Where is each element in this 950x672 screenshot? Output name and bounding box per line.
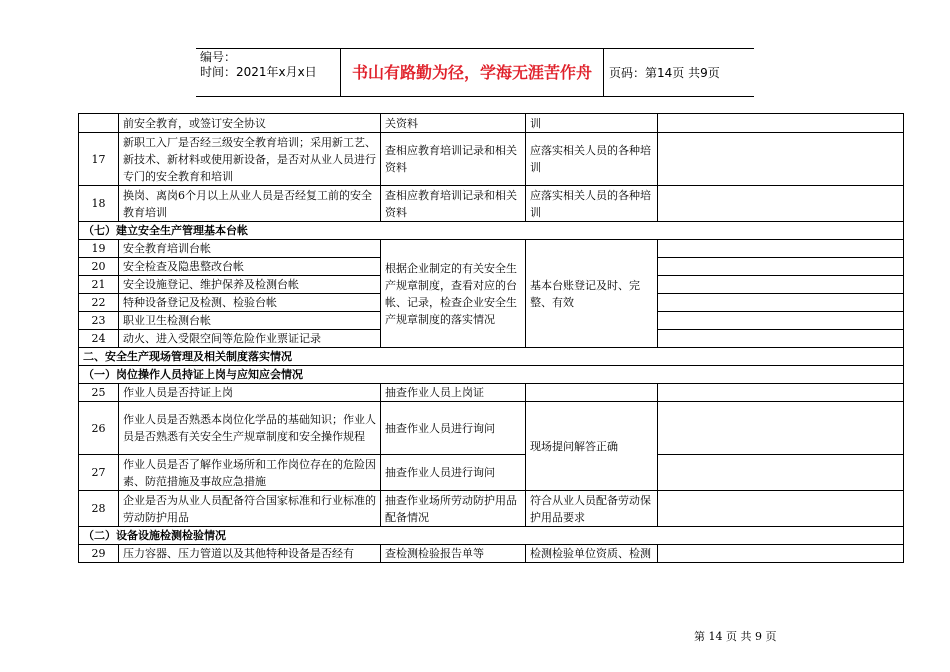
requirement-cell: 基本台账登记及时、完整、有效 bbox=[526, 240, 658, 348]
header-divider bbox=[603, 48, 604, 96]
requirement-cell: 应落实相关人员的各种培训 bbox=[526, 186, 658, 222]
result-cell[interactable] bbox=[658, 294, 904, 312]
item-cell: 动火、进入受限空间等危险作业票证记录 bbox=[119, 330, 381, 348]
inspection-table bbox=[78, 113, 904, 563]
row-number: 18 bbox=[79, 186, 119, 222]
header-motto: 书山有路勤为径，学海无涯苦作舟 bbox=[351, 63, 592, 82]
item-cell: 作业人员是否了解作业场所和工作岗位存在的危险因素、防范措施及事故应急措施 bbox=[119, 455, 381, 491]
result-cell[interactable] bbox=[658, 402, 904, 455]
item-cell: 特种设备登记及检测、检验台帐 bbox=[119, 294, 381, 312]
row-number: 24 bbox=[79, 330, 119, 348]
table-row bbox=[79, 402, 904, 455]
method-cell: 查相应教育培训记录和相关资料 bbox=[381, 186, 526, 222]
result-cell[interactable] bbox=[658, 133, 904, 186]
item-cell: 安全教育培训台帐 bbox=[119, 240, 381, 258]
item-cell: 新职工入厂是否经三级安全教育培训；采用新工艺、新技术、新材料或使用新设备，是否对从业人员进行专门的安全教育和培训 bbox=[119, 133, 381, 186]
row-number: 28 bbox=[79, 491, 119, 527]
subsection-heading: （二）设备设施检测检验情况 bbox=[79, 527, 904, 545]
requirement-cell: 现场提问解答正确 bbox=[526, 402, 658, 491]
row-number: 27 bbox=[79, 455, 119, 491]
requirement-cell: 训 bbox=[526, 114, 658, 133]
section-heading: （七）建立安全生产管理基本台帐 bbox=[79, 222, 904, 240]
header-page-label: 页码：第14页 共9页 bbox=[609, 66, 720, 80]
requirement-cell: 应落实相关人员的各种培训 bbox=[526, 133, 658, 186]
table-row bbox=[79, 491, 904, 527]
item-cell: 压力容器、压力管道以及其他特种设备是否经有 bbox=[119, 545, 381, 563]
item-cell: 作业人员是否持证上岗 bbox=[119, 384, 381, 402]
requirement-cell: 检测检验单位资质、检测 bbox=[526, 545, 658, 563]
row-number: 25 bbox=[79, 384, 119, 402]
method-cell: 根据企业制定的有关安全生产规章制度，查看对应的台帐、记录，检查企业安全生产规章制度的落实情况 bbox=[381, 240, 526, 348]
method-cell: 查检测检验报告单等 bbox=[381, 545, 526, 563]
header-meta bbox=[200, 50, 317, 80]
row-number: 29 bbox=[79, 545, 119, 563]
result-cell[interactable] bbox=[658, 258, 904, 276]
section-row bbox=[79, 222, 904, 240]
item-cell: 职业卫生检测台帐 bbox=[119, 312, 381, 330]
section-row bbox=[79, 527, 904, 545]
result-cell[interactable] bbox=[658, 240, 904, 258]
method-cell: 关资料 bbox=[381, 114, 526, 133]
row-number: 20 bbox=[79, 258, 119, 276]
header-divider bbox=[340, 48, 341, 96]
requirement-cell bbox=[526, 384, 658, 402]
page-footer: 第 14 页 共 9 页 bbox=[694, 630, 777, 643]
table-row bbox=[79, 384, 904, 402]
item-cell: 企业是否为从业人员配备符合国家标准和行业标准的劳动防护用品 bbox=[119, 491, 381, 527]
result-cell[interactable] bbox=[658, 545, 904, 563]
result-cell[interactable] bbox=[658, 114, 904, 133]
method-cell: 抽查作业人员进行询问 bbox=[381, 402, 526, 455]
table-row bbox=[79, 240, 904, 258]
row-number: 23 bbox=[79, 312, 119, 330]
subsection-heading: （一）岗位操作人员持证上岗与应知应会情况 bbox=[79, 366, 904, 384]
item-cell: 前安全教育，或签订安全协议 bbox=[119, 114, 381, 133]
section-row bbox=[79, 366, 904, 384]
result-cell[interactable] bbox=[658, 186, 904, 222]
serial-label: 编号： bbox=[200, 50, 237, 64]
result-cell[interactable] bbox=[658, 276, 904, 294]
result-cell[interactable] bbox=[658, 455, 904, 491]
table-row bbox=[79, 133, 904, 186]
method-cell: 抽查作业人员上岗证 bbox=[381, 384, 526, 402]
row-number: 22 bbox=[79, 294, 119, 312]
table-row bbox=[79, 545, 904, 563]
table-row bbox=[79, 455, 904, 491]
section-heading: 二、安全生产现场管理及相关制度落实情况 bbox=[79, 348, 904, 366]
requirement-cell: 符合从业人员配备劳动保护用品要求 bbox=[526, 491, 658, 527]
item-cell: 作业人员是否熟悉本岗位化学品的基础知识；作业人员是否熟悉有关安全生产规章制度和安全操作规程 bbox=[119, 402, 381, 455]
method-cell: 查相应教育培训记录和相关资料 bbox=[381, 133, 526, 186]
result-cell[interactable] bbox=[658, 384, 904, 402]
result-cell[interactable] bbox=[658, 330, 904, 348]
time-label: 时间：2021年x月x日 bbox=[200, 65, 317, 79]
row-number: 17 bbox=[79, 133, 119, 186]
header-top-rule bbox=[196, 48, 754, 49]
row-number: 26 bbox=[79, 402, 119, 455]
row-number: 19 bbox=[79, 240, 119, 258]
item-cell: 安全检查及隐患整改台帐 bbox=[119, 258, 381, 276]
row-number: 21 bbox=[79, 276, 119, 294]
header-bottom-rule bbox=[196, 96, 754, 97]
section-row bbox=[79, 348, 904, 366]
item-cell: 换岗、离岗6个月以上从业人员是否经复工前的安全教育培训 bbox=[119, 186, 381, 222]
table-row bbox=[79, 114, 904, 133]
item-cell: 安全设施登记、维护保养及检测台帐 bbox=[119, 276, 381, 294]
table-row bbox=[79, 186, 904, 222]
method-cell: 抽查作业人员进行询问 bbox=[381, 455, 526, 491]
result-cell[interactable] bbox=[658, 312, 904, 330]
result-cell[interactable] bbox=[658, 491, 904, 527]
method-cell: 抽查作业场所劳动防护用品配备情况 bbox=[381, 491, 526, 527]
